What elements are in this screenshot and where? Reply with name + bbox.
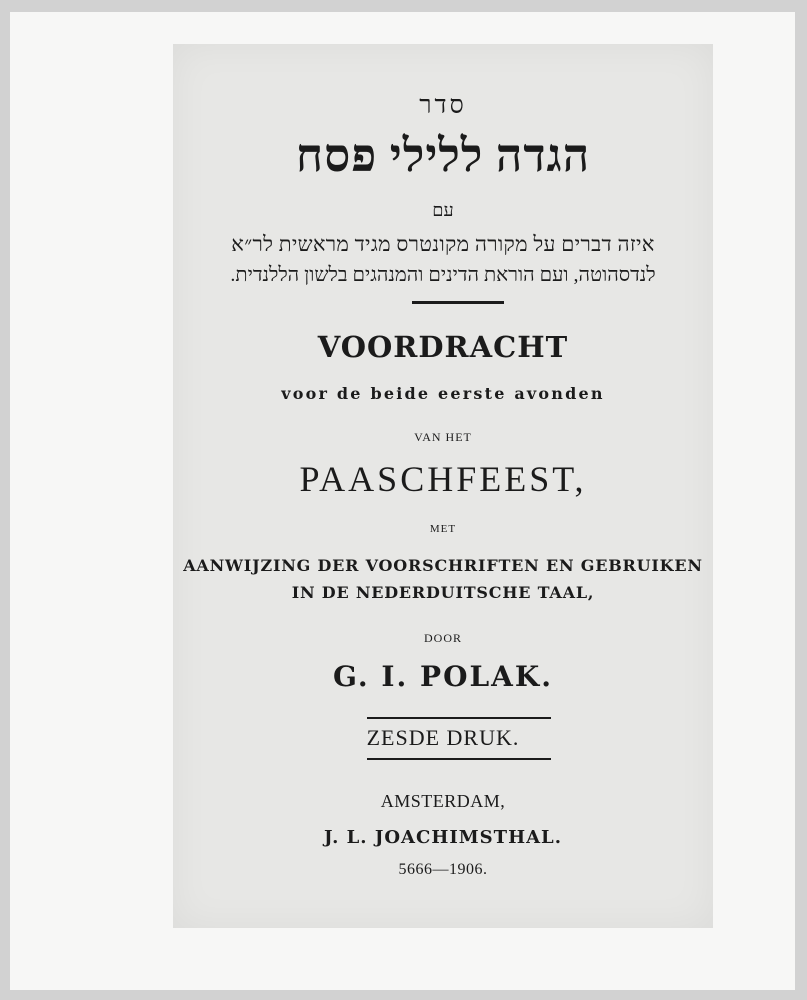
edition-top-rule: [367, 717, 551, 719]
met-text: MET: [429, 523, 457, 535]
door-text: DOOR: [423, 631, 462, 645]
hebrew-title: הגדה ללילי פסח: [295, 130, 591, 181]
hebrew-im: עם: [432, 200, 454, 220]
hebrew-description-line-2: לנדסהוטה, ועם הוראת הדינים והמנהגים בלשון הללנדית.: [230, 264, 656, 286]
aanwijzing-line-2: IN DE NEDERDUITSCHE TAAL,: [291, 583, 595, 602]
paaschfeest-heading: PAASCHFEEST,: [299, 459, 587, 499]
author-name: G. I. POLAK.: [333, 660, 553, 693]
divider-rule: [412, 301, 504, 304]
voordracht-heading: VOORDRACHT: [317, 330, 569, 364]
hebrew-seder: סדר: [419, 92, 467, 119]
publisher-name: J. L. JOACHIMSTHAL.: [324, 827, 562, 848]
hebrew-description-line-1: איזה דברים על מקורה מקונטרס מגיד מראשית לר״א: [231, 232, 655, 256]
edition-text: ZESDE DRUK.: [366, 725, 520, 750]
edition-bottom-rule: [367, 758, 551, 760]
photo-mount: [10, 12, 795, 990]
title-page: [173, 44, 713, 928]
aanwijzing-line-1: AANWIJZING DER VOORSCHRIFTEN EN GEBRUIKEN: [183, 556, 703, 575]
subtitle: voor de beide eerste avonden: [281, 384, 605, 403]
place-text: AMSTERDAM,: [380, 791, 506, 811]
van-het-text: VAN HET: [414, 430, 472, 444]
publication-year: 5666—1906.: [398, 861, 488, 878]
